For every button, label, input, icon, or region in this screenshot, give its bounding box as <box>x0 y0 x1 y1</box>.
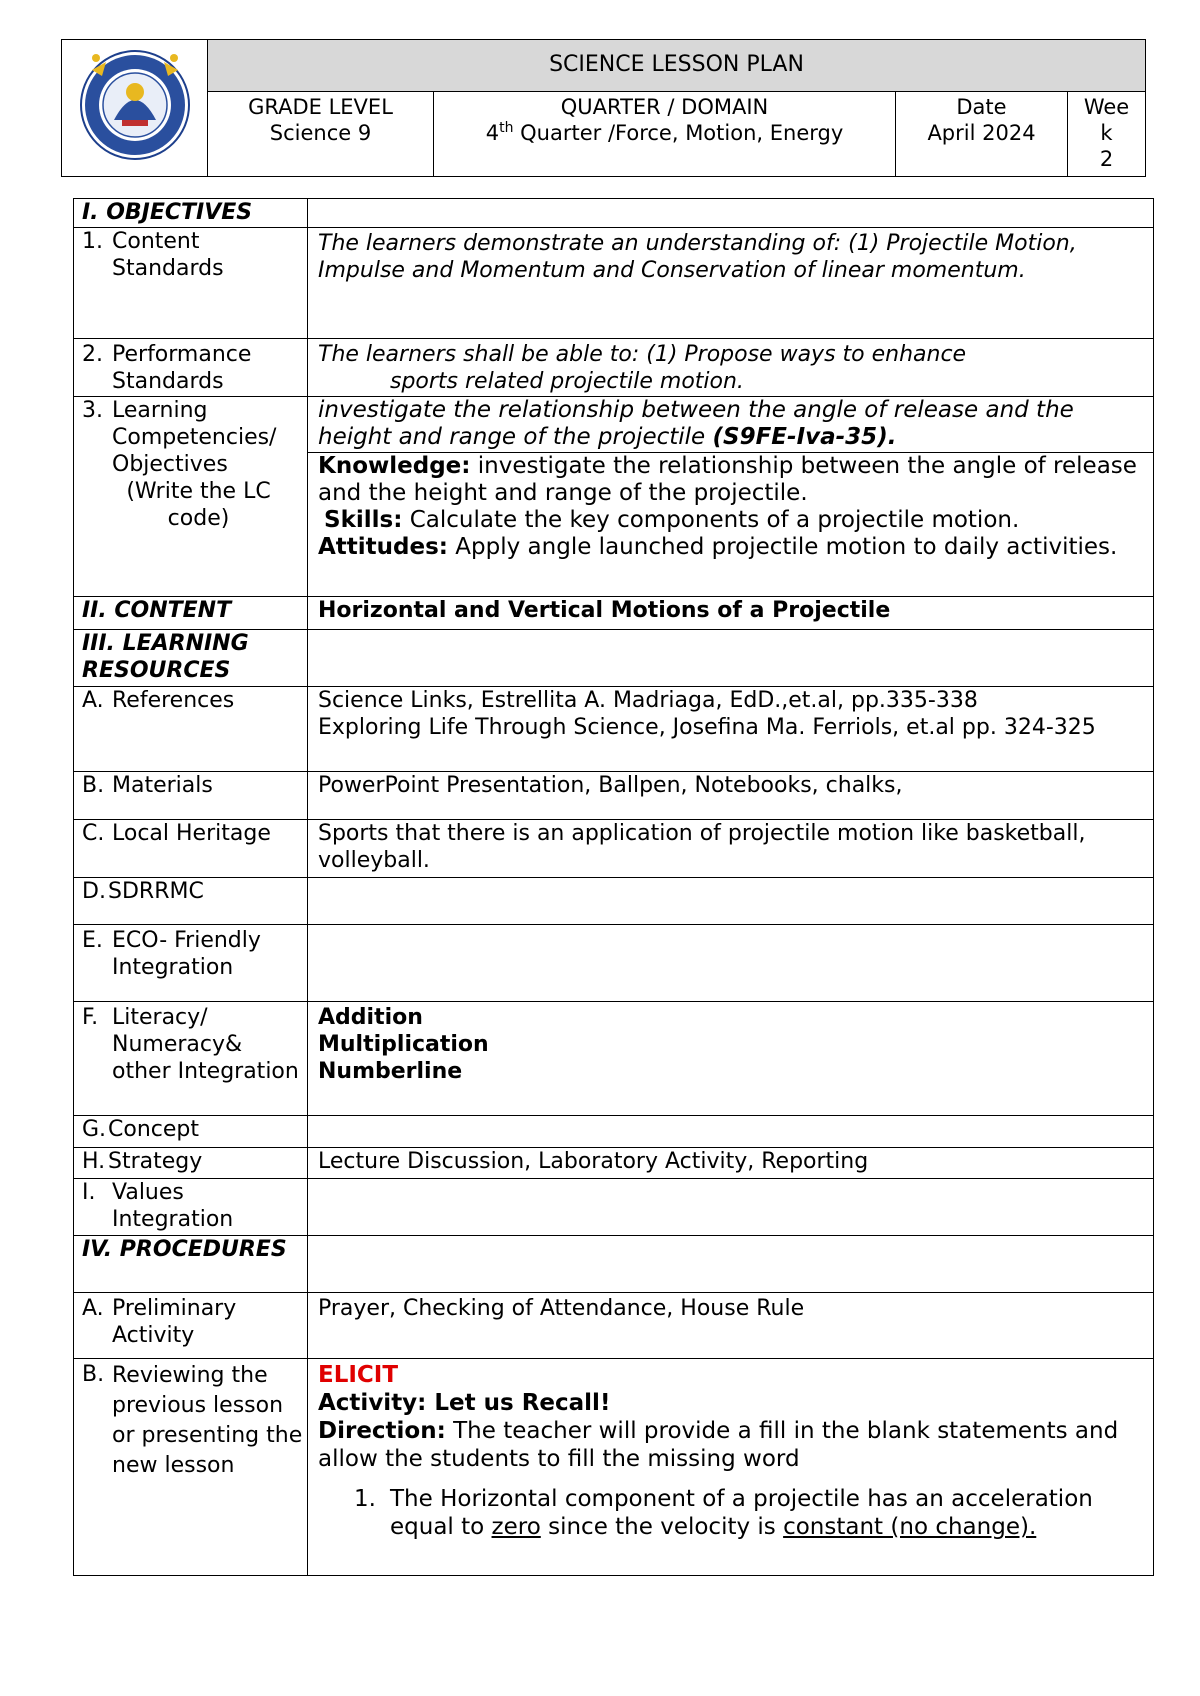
item-letter: F. <box>82 1005 99 1030</box>
item-number: 1. <box>82 229 103 254</box>
knowledge-objective <box>318 453 1143 507</box>
quarter-domain-text: Quarter /Force, Motion, Energy <box>513 120 844 145</box>
week-value: 2 <box>1099 146 1114 171</box>
literacy-cell <box>308 1002 1154 1116</box>
lc-code-note: (Write the LC code) <box>126 479 271 531</box>
list-item-number: 1. <box>354 1486 376 1512</box>
strategy-label: Strategy <box>108 1149 203 1174</box>
learning-resources-heading: III. LEARNING RESOURCES <box>74 630 308 687</box>
week-cell <box>1068 91 1146 176</box>
list-item <box>318 1485 1143 1541</box>
performance-standards-label: Performance Standards <box>112 342 252 394</box>
lesson-plan-table <box>73 198 1154 1576</box>
learning-competency-text: investigate the relationship between the angle of release and the height and range of the projectile <box>318 397 1074 450</box>
quarter-number: 4 <box>485 120 500 145</box>
item-letter: G. <box>82 1117 107 1142</box>
deped-seal-cell <box>62 40 208 177</box>
content-text: Horizontal and Vertical Motions of a Projectile <box>308 597 1154 630</box>
reviewing-label: Reviewing the previous lesson or presenting the new lesson <box>112 1363 303 1478</box>
materials-label: Materials <box>112 773 213 798</box>
knowledge-text: investigate the relationship between the angle of release and the height and range of the projectile. <box>318 453 1137 506</box>
direction-label: Direction: <box>318 1418 446 1444</box>
objectives-heading: I. OBJECTIVES <box>74 199 308 228</box>
list-item-text-b: since the velocity is <box>540 1514 784 1540</box>
sdrrmc-blank <box>308 878 1154 925</box>
blank-answer-constant: constant (no change). <box>783 1514 1037 1540</box>
deped-seal-icon <box>62 40 208 170</box>
content-standards-label: Content Standards <box>112 229 224 281</box>
item-letter: A. <box>82 688 104 713</box>
objectives-blank <box>308 199 1154 228</box>
concept-label: Concept <box>108 1117 199 1142</box>
strategy-text: Lecture Discussion, Laboratory Activity, Reporting <box>308 1148 1154 1179</box>
procedures-heading: IV. PROCEDURES <box>74 1236 308 1293</box>
reviewing-cell <box>308 1359 1154 1576</box>
performance-standards-text-2: sports related projectile motion. <box>390 369 744 394</box>
skills-objective <box>318 507 1143 534</box>
materials-text: PowerPoint Presentation, Ballpen, Notebooks, chalks, <box>308 772 1154 820</box>
activity-title: Activity: Let us Recall! <box>318 1390 611 1416</box>
eco-friendly-label-cell <box>74 925 308 1002</box>
date-label: Date <box>956 94 1007 119</box>
skills-text: Calculate the key components of a projectile motion. <box>402 507 1020 533</box>
local-heritage-label-cell <box>74 820 308 878</box>
quarter-domain-cell <box>434 91 896 176</box>
concept-label-cell <box>74 1116 308 1148</box>
grade-level-cell <box>208 91 434 176</box>
concept-blank <box>308 1116 1154 1148</box>
list-item-text-a: The Horizontal component of a projectile has an acceleration equal to <box>390 1486 1093 1540</box>
quarter-suffix: th <box>499 119 514 136</box>
item-letter: E. <box>82 928 103 953</box>
list-item-text <box>390 1485 1143 1541</box>
references-cell <box>308 687 1154 772</box>
learning-competency-code: (S9FE-Iva-35). <box>712 424 897 450</box>
attitudes-text: Apply angle launched projectile motion to daily activities. <box>448 534 1118 560</box>
header-table <box>61 39 1146 177</box>
sdrrmc-label: SDRRMC <box>108 879 204 904</box>
literacy-item-addition: Addition <box>318 1005 423 1030</box>
local-heritage-label: Local Heritage <box>112 821 271 846</box>
content-heading: II. CONTENT <box>74 597 308 630</box>
values-label-cell <box>74 1179 308 1236</box>
reference-2: Exploring Life Through Science, Josefina Ma. Ferriols, et.al pp. 324-325 <box>318 715 1096 740</box>
item-number: 3. <box>82 398 103 423</box>
literacy-label: Literacy/ Numeracy& other Integration <box>112 1005 299 1084</box>
grade-level-value: Science 9 <box>269 120 372 145</box>
elicit-label: ELICIT <box>318 1362 399 1388</box>
attitudes-label: Attitudes: <box>318 534 448 560</box>
eco-friendly-blank <box>308 925 1154 1002</box>
direction <box>318 1417 1143 1473</box>
references-label: References <box>112 688 235 713</box>
literacy-item-numberline: Numberline <box>318 1059 463 1084</box>
preliminary-text: Prayer, Checking of Attendance, House Rule <box>308 1293 1154 1359</box>
document-title: SCIENCE LESSON PLAN <box>208 40 1146 92</box>
attitudes-objective <box>318 534 1143 561</box>
item-letter: H. <box>82 1149 106 1174</box>
direction-text: The teacher will provide a fill in the blank statements and allow the students to fill the missing word <box>318 1418 1119 1472</box>
skills-label: Skills: <box>324 507 403 533</box>
preliminary-label: Preliminary Activity <box>112 1296 237 1348</box>
week-label-1: Wee <box>1083 94 1130 119</box>
quarter-domain-label: QUARTER / DOMAIN <box>560 94 769 119</box>
performance-standards-cell <box>308 339 1154 397</box>
knowledge-label: Knowledge: <box>318 453 471 479</box>
learning-resources-blank <box>308 630 1154 687</box>
materials-label-cell <box>74 772 308 820</box>
references-label-cell <box>74 687 308 772</box>
reviewing-label-cell <box>74 1359 308 1576</box>
procedures-blank <box>308 1236 1154 1293</box>
date-value: April 2024 <box>927 120 1036 145</box>
date-cell <box>896 91 1068 176</box>
week-label-2: k <box>1100 120 1113 145</box>
blank-answer-zero: zero <box>491 1514 541 1540</box>
item-letter: A. <box>82 1296 104 1321</box>
literacy-label-cell <box>74 1002 308 1116</box>
quarter-domain-value <box>442 120 887 146</box>
item-letter: I. <box>82 1180 96 1205</box>
preliminary-label-cell <box>74 1293 308 1359</box>
values-label: Values Integration <box>112 1180 234 1232</box>
content-standards-label-cell <box>74 228 308 339</box>
values-blank <box>308 1179 1154 1236</box>
item-letter: B. <box>82 773 105 798</box>
learning-competency-cell <box>308 397 1154 453</box>
literacy-item-multiplication: Multiplication <box>318 1032 489 1057</box>
item-number: 2. <box>82 342 103 367</box>
reference-1: Science Links, Estrellita A. Madriaga, EdD.,et.al, pp.335-338 <box>318 688 978 713</box>
item-letter: C. <box>82 821 105 846</box>
performance-standards-text-1: The learners shall be able to: (1) Propose ways to enhance <box>318 342 967 367</box>
local-heritage-text: Sports that there is an application of projectile motion like basketball, volleyball. <box>308 820 1154 878</box>
grade-level-label: GRADE LEVEL <box>248 94 393 119</box>
strategy-label-cell <box>74 1148 308 1179</box>
kss-cell <box>308 453 1154 597</box>
performance-standards-label-cell <box>74 339 308 397</box>
item-letter: B. <box>82 1362 105 1387</box>
item-letter: D. <box>82 879 106 904</box>
eco-friendly-label: ECO- Friendly Integration <box>112 928 261 980</box>
learning-competencies-label-cell <box>74 397 308 597</box>
learning-competencies-label: Learning Competencies/ Objectives <box>112 398 277 477</box>
content-standards-text: The learners demonstrate an understanding of: (1) Projectile Motion, Impulse and Momentum and Conservation of linear momentum. <box>308 228 1154 339</box>
sdrrmc-label-cell <box>74 878 308 925</box>
